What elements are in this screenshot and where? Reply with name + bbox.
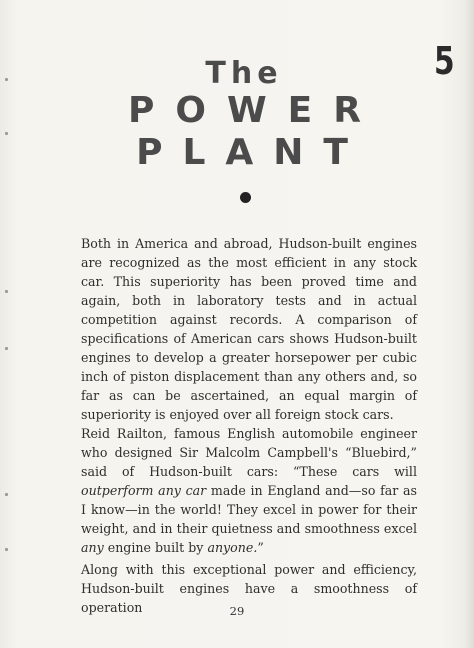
- text-run: Both in America and abroad, Hudson-built engines are recognized as the most efficient in any stock car. This superiority has been proved time and again, both in laboratory tests and in actual competition against records. A comparison of specifications of American cars shows Hudson-built engines to develop a greater horsepower per cubic inch of piston displacement than any others and, so far as can be ascertained, an equal margin of superiority is enjoyed over all foreign stock cars.: [81, 236, 417, 422]
- binding-mark: [5, 347, 8, 350]
- paragraph-2: [81, 424, 417, 562]
- ornament-dot: [240, 192, 251, 203]
- text-run: ”: [257, 540, 264, 555]
- title-line-the: The: [205, 56, 283, 91]
- title-line-plant: PLANT: [136, 132, 368, 173]
- text-run: made in England and—so far as I know—in the world! They excel in power for their weight, and in their quietness and smoothness excel: [81, 483, 417, 536]
- binding-mark: [5, 493, 8, 496]
- text-run: engine built by: [103, 540, 208, 555]
- binding-mark: [5, 290, 8, 293]
- italic-text-run: anyone.: [207, 540, 258, 555]
- title-line-power: POWER: [127, 90, 382, 131]
- text-run: Along with this exceptional power and efficiency, Hudson-built engines have a smoothness of operation: [81, 562, 417, 615]
- paragraph-1: [81, 234, 417, 429]
- binding-mark: [5, 548, 8, 551]
- chapter-number: 5: [434, 39, 455, 83]
- paragraph-text: [81, 424, 417, 557]
- italic-text-run: outperform any car: [81, 483, 207, 498]
- text-run: Reid Railton, famous English automobile engineer who designed Sir Malcolm Campbell's “Bluebird,” said of Hudson-built cars: “These cars will: [81, 426, 417, 479]
- italic-text-run: any: [81, 540, 104, 555]
- paragraph-text: [81, 234, 417, 424]
- page-number: 29: [229, 604, 245, 618]
